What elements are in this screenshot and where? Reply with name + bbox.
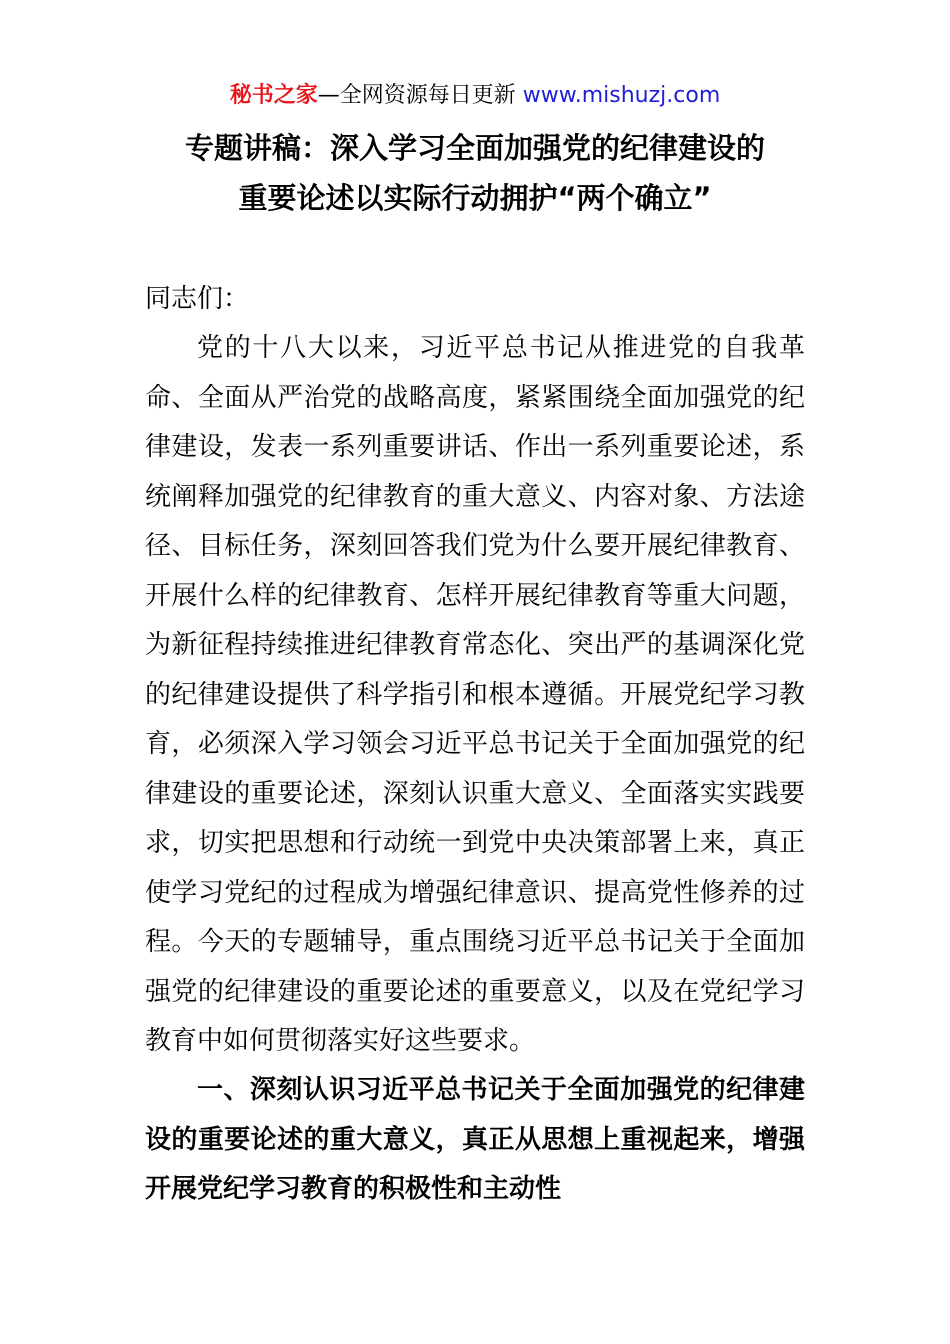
- site-tagline: —全网资源每日更新: [317, 83, 523, 108]
- salutation: 同志们：: [145, 284, 250, 314]
- site-header: [0, 80, 950, 112]
- site-url-link[interactable]: www.mishuzj.com: [522, 83, 721, 108]
- document-title-line-1: 专题讲稿：深入学习全面加强党的纪律建设的: [184, 131, 765, 165]
- body-paragraph-1: 党的十八大以来，习近平总书记从推进党的自我革命、全面从严治党的战略高度，紧紧围绕全面加强党的纪律建设，发表一系列重要讲话、作出一系列重要论述，系统阐释加强党的纪律教育的重大意义、内容对象、方法途径、目标任务，深刻回答我们党为什么要开展纪律教育、开展什么样的纪律教育、怎样开展纪律教育等重大问题，为新征程持续推进纪律教育常态化、突出严的基调深化党的纪律建设提供了科学指引和根本遵循。开展党纪学习教育，必须深入学习领会习近平总书记关于全面加强党的纪律建设的重要论述，深刻认识重大意义、全面落实实践要求，切实把思想和行动统一到党中央决策部署上来，真正使学习党纪的过程成为增强纪律意识、提高党性修养的过程。今天的专题辅导，重点围绕习近平总书记关于全面加强党的纪律建设的重要论述的重要意义，以及在党纪学习教育中如何贯彻落实好这些要求。: [145, 333, 805, 1056]
- site-brand: 秘书之家: [229, 83, 318, 108]
- section-heading-1: 一、深刻认识习近平总书记关于全面加强党的纪律建设的重要论述的重大意义，真正从思想上重视起来，增强开展党纪学习教育的积极性和主动性: [145, 1075, 805, 1204]
- document-title-line-2: 重要论述以实际行动拥护“两个确立”: [238, 181, 712, 215]
